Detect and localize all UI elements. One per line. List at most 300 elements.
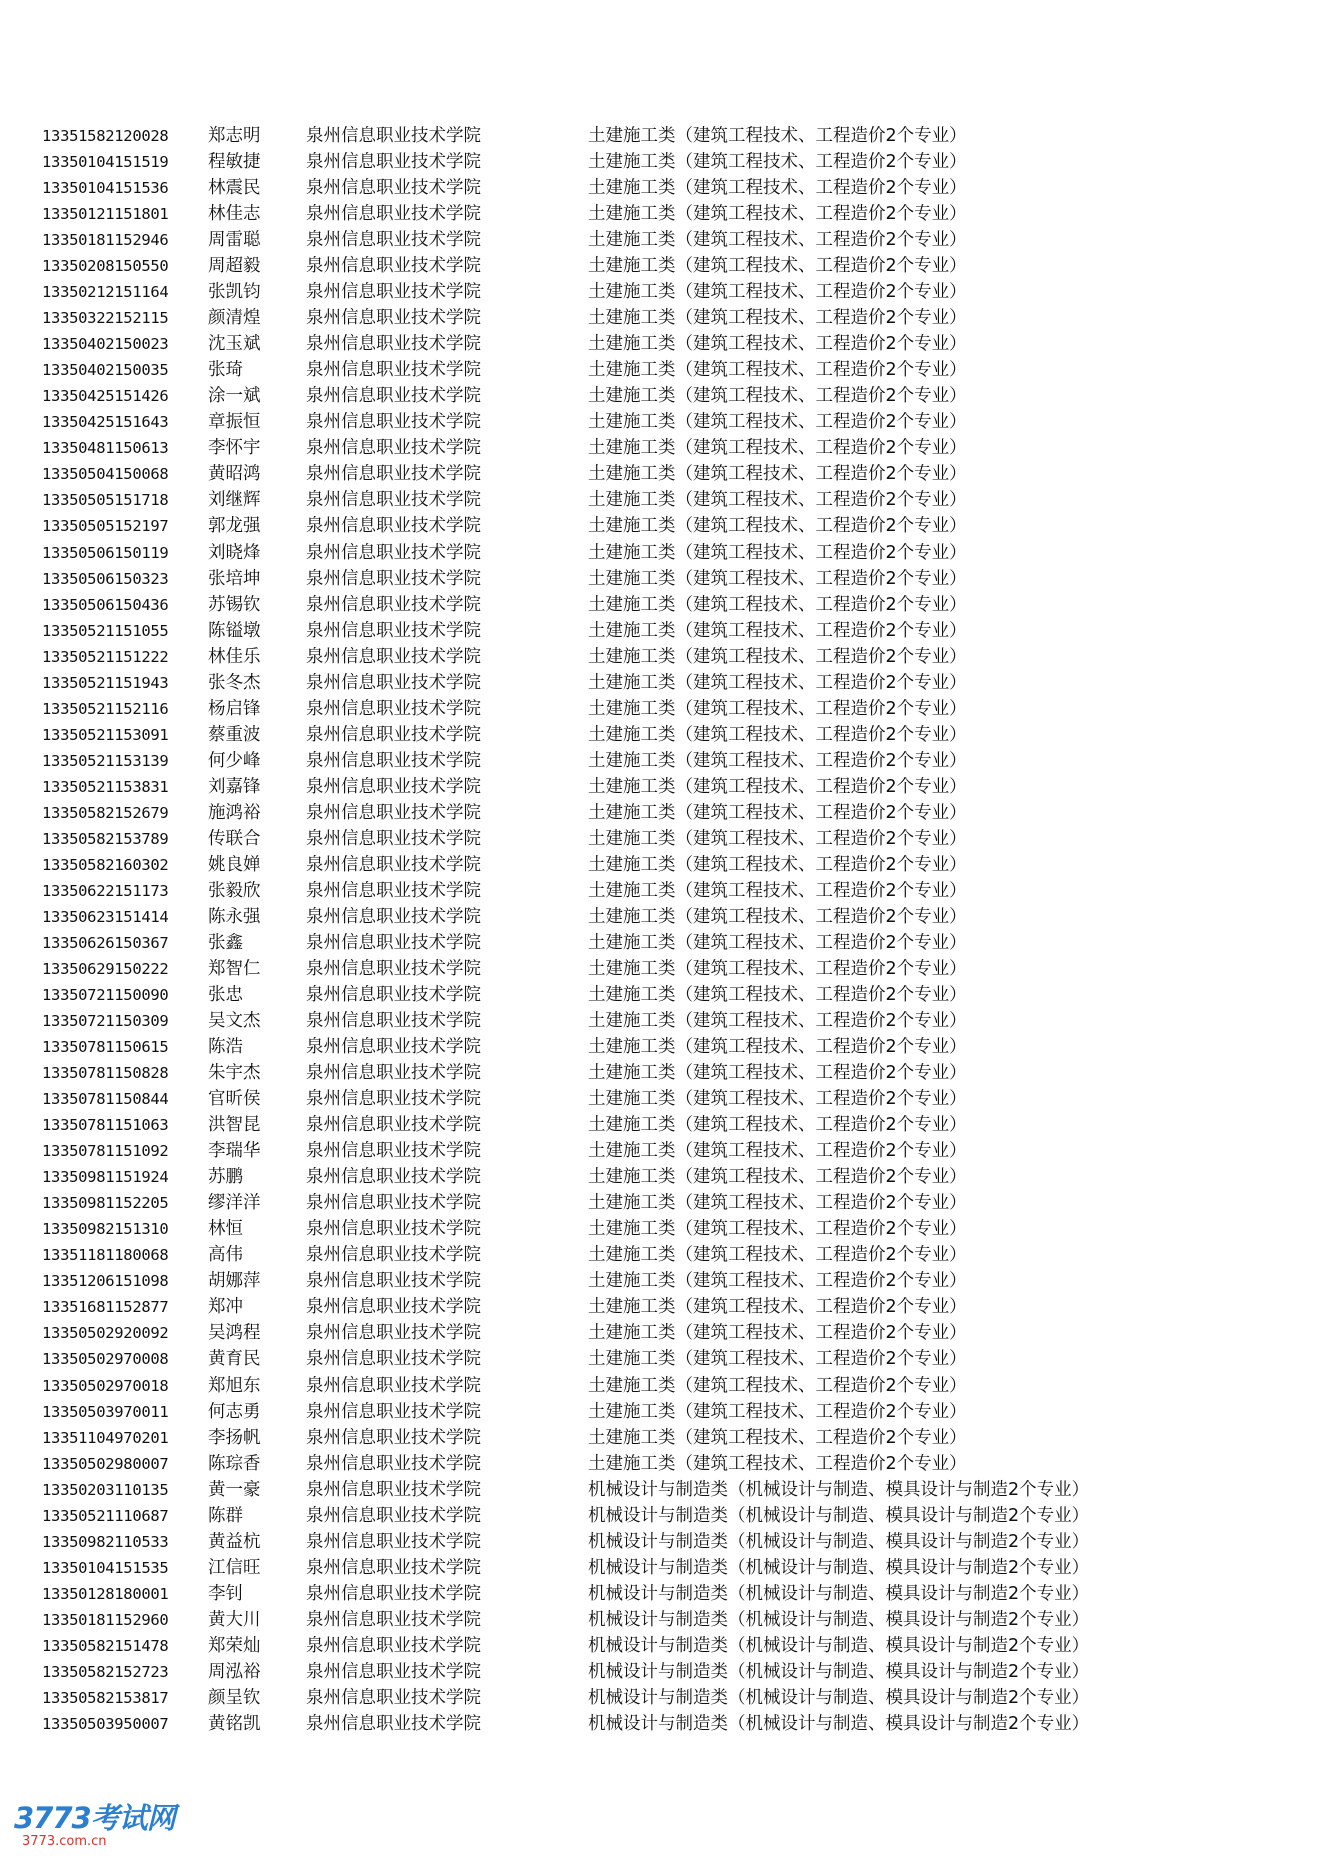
major-name: 土建施工类（建筑工程技术、工程造价2个专业） bbox=[588, 568, 967, 589]
candidate-id: 13350505152197 bbox=[42, 517, 169, 536]
major-name: 土建施工类（建筑工程技术、工程造价2个专业） bbox=[588, 1427, 967, 1448]
school-name: 泉州信息职业技术学院 bbox=[306, 256, 481, 277]
table-row bbox=[42, 1320, 1282, 1346]
table-row bbox=[42, 930, 1282, 956]
site-logo-url: 3773.com.cn bbox=[22, 1834, 107, 1849]
student-name: 郑志明 bbox=[208, 126, 261, 146]
student-name: 陈永强 bbox=[208, 906, 261, 927]
table-row bbox=[42, 1555, 1282, 1581]
table-row bbox=[42, 1581, 1282, 1607]
student-name: 章振恒 bbox=[208, 412, 261, 433]
table-row bbox=[42, 1529, 1282, 1555]
candidate-id: 13350981151924 bbox=[42, 1168, 169, 1187]
school-name: 泉州信息职业技术学院 bbox=[306, 490, 481, 511]
major-name: 土建施工类（建筑工程技术、工程造价2个专业） bbox=[588, 464, 967, 485]
candidate-id: 13351582120028 bbox=[42, 127, 169, 145]
major-name: 土建施工类（建筑工程技术、工程造价2个专业） bbox=[588, 672, 967, 693]
candidate-id: 13350521152116 bbox=[42, 699, 169, 718]
major-name: 土建施工类（建筑工程技术、工程造价2个专业） bbox=[588, 1037, 967, 1058]
school-name: 泉州信息职业技术学院 bbox=[306, 1583, 481, 1604]
student-name: 黄一豪 bbox=[208, 1479, 261, 1500]
table-row bbox=[42, 1346, 1282, 1372]
major-name: 机械设计与制造类（机械设计与制造、模具设计与制造2个专业） bbox=[588, 1661, 1090, 1682]
major-name: 机械设计与制造类（机械设计与制造、模具设计与制造2个专业） bbox=[588, 1609, 1090, 1630]
school-name: 泉州信息职业技术学院 bbox=[306, 1713, 481, 1734]
student-name: 陈琮香 bbox=[208, 1453, 261, 1474]
school-name: 泉州信息职业技术学院 bbox=[306, 1115, 481, 1136]
major-name: 土建施工类（建筑工程技术、工程造价2个专业） bbox=[588, 698, 967, 719]
candidate-id: 13350781150828 bbox=[42, 1064, 169, 1083]
school-name: 泉州信息职业技术学院 bbox=[306, 776, 481, 797]
school-name: 泉州信息职业技术学院 bbox=[306, 1193, 481, 1214]
candidate-id: 13350502970018 bbox=[42, 1376, 169, 1395]
school-name: 泉州信息职业技术学院 bbox=[306, 854, 481, 875]
candidate-id: 13350402150035 bbox=[42, 361, 169, 380]
table-row bbox=[42, 201, 1282, 227]
school-name: 泉州信息职业技术学院 bbox=[306, 152, 481, 173]
school-name: 泉州信息职业技术学院 bbox=[306, 204, 481, 225]
table-row bbox=[42, 800, 1282, 826]
major-name: 土建施工类（建筑工程技术、工程造价2个专业） bbox=[588, 1297, 967, 1318]
candidate-id: 13350425151643 bbox=[42, 413, 169, 432]
major-name: 土建施工类（建筑工程技术、工程造价2个专业） bbox=[588, 959, 967, 979]
table-row bbox=[42, 149, 1282, 175]
table-row bbox=[42, 513, 1282, 539]
major-name: 土建施工类（建筑工程技术、工程造价2个专业） bbox=[588, 1115, 967, 1136]
student-name: 黄昭鸿 bbox=[208, 464, 261, 485]
major-name: 土建施工类（建筑工程技术、工程造价2个专业） bbox=[588, 360, 967, 381]
major-name: 土建施工类（建筑工程技术、工程造价2个专业） bbox=[588, 1401, 967, 1422]
student-name: 林震民 bbox=[208, 178, 261, 199]
student-name: 黄大川 bbox=[208, 1609, 261, 1630]
table-row bbox=[42, 1503, 1282, 1529]
school-name: 泉州信息职业技术学院 bbox=[306, 412, 481, 433]
table-row bbox=[42, 357, 1282, 383]
candidate-id: 13350128180001 bbox=[42, 1584, 169, 1603]
site-logo-text: 3773考试网 bbox=[14, 1801, 175, 1835]
major-name: 土建施工类（建筑工程技术、工程造价2个专业） bbox=[588, 854, 967, 875]
candidate-id: 13350521153091 bbox=[42, 725, 169, 744]
table-row bbox=[42, 566, 1282, 592]
school-name: 泉州信息职业技术学院 bbox=[306, 438, 481, 459]
table-row bbox=[42, 644, 1282, 670]
student-name: 刘继辉 bbox=[208, 490, 261, 511]
student-name: 张培坤 bbox=[208, 568, 261, 589]
school-name: 泉州信息职业技术学院 bbox=[306, 1141, 481, 1162]
major-name: 机械设计与制造类（机械设计与制造、模具设计与制造2个专业） bbox=[588, 1687, 1090, 1708]
candidate-id: 13350212151164 bbox=[42, 283, 169, 302]
major-name: 土建施工类（建筑工程技术、工程造价2个专业） bbox=[588, 594, 967, 615]
major-name: 机械设计与制造类（机械设计与制造、模具设计与制造2个专业） bbox=[588, 1557, 1090, 1578]
student-name: 郑冲 bbox=[208, 1297, 243, 1318]
major-name: 土建施工类（建筑工程技术、工程造价2个专业） bbox=[588, 1193, 967, 1214]
school-name: 泉州信息职业技术学院 bbox=[306, 1661, 481, 1682]
student-name: 黄益杭 bbox=[208, 1531, 261, 1552]
major-name: 土建施工类（建筑工程技术、工程造价2个专业） bbox=[588, 1167, 967, 1188]
table-row bbox=[42, 670, 1282, 696]
table-row bbox=[42, 227, 1282, 253]
student-name: 官昕侯 bbox=[208, 1089, 261, 1110]
major-name: 机械设计与制造类（机械设计与制造、模具设计与制造2个专业） bbox=[588, 1531, 1090, 1552]
candidate-id: 13350781150615 bbox=[42, 1038, 169, 1057]
major-name: 土建施工类（建筑工程技术、工程造价2个专业） bbox=[588, 126, 967, 146]
table-row bbox=[42, 175, 1282, 201]
table-row bbox=[42, 1190, 1282, 1216]
table-row bbox=[42, 1477, 1282, 1503]
table-row bbox=[42, 1373, 1282, 1399]
student-name: 涂一斌 bbox=[208, 386, 261, 407]
school-name: 泉州信息职业技术学院 bbox=[306, 1219, 481, 1240]
major-name: 土建施工类（建筑工程技术、工程造价2个专业） bbox=[588, 282, 967, 303]
major-name: 土建施工类（建筑工程技术、工程造价2个专业） bbox=[588, 438, 967, 459]
table-row bbox=[42, 305, 1282, 331]
school-name: 泉州信息职业技术学院 bbox=[306, 1505, 481, 1526]
candidate-id: 13350721150090 bbox=[42, 986, 169, 1005]
student-name: 郑智仁 bbox=[208, 959, 261, 979]
table-row bbox=[42, 592, 1282, 618]
school-name: 泉州信息职业技术学院 bbox=[306, 750, 481, 771]
candidate-id: 13350521110687 bbox=[42, 1506, 169, 1525]
major-name: 土建施工类（建筑工程技术、工程造价2个专业） bbox=[588, 152, 967, 173]
major-name: 土建施工类（建筑工程技术、工程造价2个专业） bbox=[588, 334, 967, 355]
student-name: 李钊 bbox=[208, 1583, 243, 1604]
student-name: 郑旭东 bbox=[208, 1375, 261, 1396]
school-name: 泉州信息职业技术学院 bbox=[306, 230, 481, 251]
candidate-id: 13350503950007 bbox=[42, 1714, 169, 1733]
table-row bbox=[42, 1399, 1282, 1425]
candidate-id: 13350521153831 bbox=[42, 777, 169, 796]
student-name: 黄铭凯 bbox=[208, 1713, 261, 1734]
candidate-id: 13350481150613 bbox=[42, 439, 169, 458]
student-name: 颜呈钦 bbox=[208, 1687, 261, 1708]
school-name: 泉州信息职业技术学院 bbox=[306, 1687, 481, 1708]
major-name: 土建施工类（建筑工程技术、工程造价2个专业） bbox=[588, 1453, 967, 1474]
candidate-id: 13351206151098 bbox=[42, 1272, 169, 1291]
student-name: 苏鹏 bbox=[208, 1167, 243, 1188]
table-row bbox=[42, 1633, 1282, 1659]
student-name: 黄育民 bbox=[208, 1349, 261, 1370]
major-name: 机械设计与制造类（机械设计与制造、模具设计与制造2个专业） bbox=[588, 1635, 1090, 1656]
candidate-id: 13350582152679 bbox=[42, 803, 169, 822]
candidate-id: 13350623151414 bbox=[42, 907, 169, 926]
major-name: 土建施工类（建筑工程技术、工程造价2个专业） bbox=[588, 230, 967, 251]
school-name: 泉州信息职业技术学院 bbox=[306, 1609, 481, 1630]
table-row bbox=[42, 331, 1282, 357]
candidate-id: 13350502980007 bbox=[42, 1454, 169, 1473]
school-name: 泉州信息职业技术学院 bbox=[306, 672, 481, 693]
school-name: 泉州信息职业技术学院 bbox=[306, 1531, 481, 1552]
student-name: 郑荣灿 bbox=[208, 1635, 261, 1656]
school-name: 泉州信息职业技术学院 bbox=[306, 906, 481, 927]
table-row bbox=[42, 487, 1282, 513]
candidate-id: 13350506150119 bbox=[42, 543, 169, 562]
candidate-id: 13350582160302 bbox=[42, 855, 169, 874]
candidate-id: 13350521151055 bbox=[42, 621, 169, 640]
candidate-id: 13350981152205 bbox=[42, 1194, 169, 1213]
school-name: 泉州信息职业技术学院 bbox=[306, 828, 481, 849]
student-name: 吴鸿程 bbox=[208, 1323, 261, 1344]
student-name: 姚良婵 bbox=[208, 854, 261, 875]
student-name: 林佳乐 bbox=[208, 646, 261, 667]
table-row bbox=[42, 1138, 1282, 1164]
table-row bbox=[42, 461, 1282, 487]
table-row bbox=[42, 722, 1282, 748]
school-name: 泉州信息职业技术学院 bbox=[306, 1349, 481, 1370]
school-name: 泉州信息职业技术学院 bbox=[306, 880, 481, 901]
school-name: 泉州信息职业技术学院 bbox=[306, 1453, 481, 1474]
table-row bbox=[42, 1060, 1282, 1086]
candidate-id: 13351104970201 bbox=[42, 1428, 169, 1447]
student-name: 高伟 bbox=[208, 1245, 243, 1266]
major-name: 土建施工类（建筑工程技术、工程造价2个专业） bbox=[588, 1141, 967, 1162]
table-row bbox=[42, 1112, 1282, 1138]
candidate-id: 13351181180068 bbox=[42, 1246, 169, 1265]
major-name: 土建施工类（建筑工程技术、工程造价2个专业） bbox=[588, 1349, 967, 1370]
candidate-id: 13350104151535 bbox=[42, 1558, 169, 1577]
school-name: 泉州信息职业技术学院 bbox=[306, 802, 481, 823]
student-name: 蔡重波 bbox=[208, 724, 261, 745]
major-name: 土建施工类（建筑工程技术、工程造价2个专业） bbox=[588, 542, 967, 563]
major-name: 土建施工类（建筑工程技术、工程造价2个专业） bbox=[588, 906, 967, 927]
student-name: 刘嘉锋 bbox=[208, 776, 261, 797]
school-name: 泉州信息职业技术学院 bbox=[306, 568, 481, 589]
school-name: 泉州信息职业技术学院 bbox=[306, 464, 481, 485]
school-name: 泉州信息职业技术学院 bbox=[306, 126, 481, 146]
major-name: 土建施工类（建筑工程技术、工程造价2个专业） bbox=[588, 880, 967, 901]
student-name: 何少峰 bbox=[208, 750, 261, 771]
candidate-id: 13350622151173 bbox=[42, 881, 169, 900]
major-name: 土建施工类（建筑工程技术、工程造价2个专业） bbox=[588, 802, 967, 823]
student-name: 杨启锋 bbox=[208, 698, 261, 719]
major-name: 机械设计与制造类（机械设计与制造、模具设计与制造2个专业） bbox=[588, 1505, 1090, 1526]
candidate-id: 13350721150309 bbox=[42, 1012, 169, 1031]
student-name: 陈浩 bbox=[208, 1037, 243, 1058]
student-name: 张毅欣 bbox=[208, 880, 261, 901]
major-name: 土建施工类（建筑工程技术、工程造价2个专业） bbox=[588, 828, 967, 849]
table-row bbox=[42, 1216, 1282, 1242]
candidate-id: 13350203110135 bbox=[42, 1480, 169, 1499]
candidate-id: 13350781151063 bbox=[42, 1116, 169, 1135]
table-row bbox=[42, 826, 1282, 852]
major-name: 土建施工类（建筑工程技术、工程造价2个专业） bbox=[588, 1063, 967, 1084]
table-row bbox=[42, 878, 1282, 904]
student-name: 刘晓烽 bbox=[208, 542, 261, 563]
school-name: 泉州信息职业技术学院 bbox=[306, 360, 481, 381]
major-name: 土建施工类（建筑工程技术、工程造价2个专业） bbox=[588, 1271, 967, 1292]
table-row bbox=[42, 435, 1282, 461]
candidate-id: 13350982110533 bbox=[42, 1532, 169, 1551]
student-name: 传联合 bbox=[208, 828, 261, 849]
table-row bbox=[42, 540, 1282, 566]
school-name: 泉州信息职业技术学院 bbox=[306, 1401, 481, 1422]
school-name: 泉州信息职业技术学院 bbox=[306, 334, 481, 355]
candidate-id: 13350104151519 bbox=[42, 153, 169, 172]
student-name: 张冬杰 bbox=[208, 672, 261, 693]
table-row bbox=[42, 982, 1282, 1008]
student-name: 林恒 bbox=[208, 1219, 243, 1240]
table-row bbox=[42, 1294, 1282, 1320]
school-name: 泉州信息职业技术学院 bbox=[306, 282, 481, 303]
major-name: 土建施工类（建筑工程技术、工程造价2个专业） bbox=[588, 1219, 967, 1240]
candidate-id: 13350521151943 bbox=[42, 673, 169, 692]
major-name: 土建施工类（建筑工程技术、工程造价2个专业） bbox=[588, 256, 967, 277]
major-name: 土建施工类（建筑工程技术、工程造价2个专业） bbox=[588, 1375, 967, 1396]
student-name: 程敏捷 bbox=[208, 152, 261, 173]
candidate-id: 13350121151801 bbox=[42, 205, 169, 224]
school-name: 泉州信息职业技术学院 bbox=[306, 1635, 481, 1656]
school-name: 泉州信息职业技术学院 bbox=[306, 1375, 481, 1396]
student-name: 胡娜萍 bbox=[208, 1271, 261, 1292]
student-name: 江信旺 bbox=[208, 1557, 261, 1578]
student-name: 洪智昆 bbox=[208, 1115, 261, 1136]
student-name: 李怀宇 bbox=[208, 438, 261, 459]
table-row bbox=[42, 904, 1282, 930]
major-name: 土建施工类（建筑工程技术、工程造价2个专业） bbox=[588, 1245, 967, 1266]
student-name: 沈玉斌 bbox=[208, 334, 261, 355]
school-name: 泉州信息职业技术学院 bbox=[306, 1245, 481, 1266]
school-name: 泉州信息职业技术学院 bbox=[306, 1167, 481, 1188]
admission-list-table bbox=[42, 123, 1282, 1737]
student-name: 张忠 bbox=[208, 985, 243, 1006]
table-row bbox=[42, 1659, 1282, 1685]
student-name: 李瑞华 bbox=[208, 1141, 261, 1162]
student-name: 陈镒墩 bbox=[208, 620, 261, 641]
table-row bbox=[42, 618, 1282, 644]
school-name: 泉州信息职业技术学院 bbox=[306, 386, 481, 407]
table-row bbox=[42, 409, 1282, 435]
school-name: 泉州信息职业技术学院 bbox=[306, 1557, 481, 1578]
candidate-id: 13350781151092 bbox=[42, 1142, 169, 1161]
major-name: 机械设计与制造类（机械设计与制造、模具设计与制造2个专业） bbox=[588, 1583, 1090, 1604]
table-row bbox=[42, 279, 1282, 305]
table-row bbox=[42, 1086, 1282, 1112]
candidate-id: 13350582153789 bbox=[42, 829, 169, 848]
major-name: 土建施工类（建筑工程技术、工程造价2个专业） bbox=[588, 985, 967, 1006]
major-name: 土建施工类（建筑工程技术、工程造价2个专业） bbox=[588, 776, 967, 797]
major-name: 土建施工类（建筑工程技术、工程造价2个专业） bbox=[588, 386, 967, 407]
school-name: 泉州信息职业技术学院 bbox=[306, 1323, 481, 1344]
school-name: 泉州信息职业技术学院 bbox=[306, 1089, 481, 1110]
student-name: 郭龙强 bbox=[208, 516, 261, 537]
table-row bbox=[42, 123, 1282, 149]
candidate-id: 13350506150436 bbox=[42, 595, 169, 614]
student-name: 林佳志 bbox=[208, 204, 261, 225]
candidate-id: 13350582151478 bbox=[42, 1636, 169, 1655]
candidate-id: 13350505151718 bbox=[42, 491, 169, 510]
student-name: 张琦 bbox=[208, 360, 243, 381]
major-name: 土建施工类（建筑工程技术、工程造价2个专业） bbox=[588, 516, 967, 537]
major-name: 机械设计与制造类（机械设计与制造、模具设计与制造2个专业） bbox=[588, 1713, 1090, 1734]
table-row bbox=[42, 1685, 1282, 1711]
candidate-id: 13351681152877 bbox=[42, 1298, 169, 1317]
table-row bbox=[42, 1008, 1282, 1034]
candidate-id: 13350181152960 bbox=[42, 1610, 169, 1629]
student-name: 施鸿裕 bbox=[208, 802, 261, 823]
candidate-id: 13350521153139 bbox=[42, 751, 169, 770]
table-row bbox=[42, 1034, 1282, 1060]
school-name: 泉州信息职业技术学院 bbox=[306, 1037, 481, 1058]
table-row bbox=[42, 1164, 1282, 1190]
major-name: 土建施工类（建筑工程技术、工程造价2个专业） bbox=[588, 490, 967, 511]
major-name: 土建施工类（建筑工程技术、工程造价2个专业） bbox=[588, 646, 967, 667]
major-name: 土建施工类（建筑工程技术、工程造价2个专业） bbox=[588, 178, 967, 199]
school-name: 泉州信息职业技术学院 bbox=[306, 542, 481, 563]
candidate-id: 13350582152723 bbox=[42, 1662, 169, 1681]
major-name: 土建施工类（建筑工程技术、工程造价2个专业） bbox=[588, 932, 967, 953]
student-name: 周泓裕 bbox=[208, 1661, 261, 1682]
candidate-id: 13350503970011 bbox=[42, 1402, 169, 1421]
table-row bbox=[42, 1451, 1282, 1477]
candidate-id: 13350104151536 bbox=[42, 179, 169, 198]
table-row bbox=[42, 748, 1282, 774]
table-row bbox=[42, 253, 1282, 279]
table-row bbox=[42, 1268, 1282, 1294]
school-name: 泉州信息职业技术学院 bbox=[306, 594, 481, 615]
student-name: 颜清煌 bbox=[208, 308, 261, 329]
school-name: 泉州信息职业技术学院 bbox=[306, 516, 481, 537]
school-name: 泉州信息职业技术学院 bbox=[306, 308, 481, 329]
candidate-id: 13350208150550 bbox=[42, 257, 169, 276]
table-row bbox=[42, 1242, 1282, 1268]
school-name: 泉州信息职业技术学院 bbox=[306, 698, 481, 719]
candidate-id: 13350322152115 bbox=[42, 309, 169, 328]
student-name: 缪洋洋 bbox=[208, 1193, 261, 1214]
candidate-id: 13350626150367 bbox=[42, 933, 169, 952]
candidate-id: 13350982151310 bbox=[42, 1220, 169, 1239]
school-name: 泉州信息职业技术学院 bbox=[306, 620, 481, 641]
major-name: 土建施工类（建筑工程技术、工程造价2个专业） bbox=[588, 724, 967, 745]
table-row bbox=[42, 774, 1282, 800]
student-name: 朱宇杰 bbox=[208, 1063, 261, 1084]
student-name: 苏锡钦 bbox=[208, 594, 261, 615]
major-name: 土建施工类（建筑工程技术、工程造价2个专业） bbox=[588, 412, 967, 433]
student-name: 周雷聪 bbox=[208, 230, 261, 251]
major-name: 土建施工类（建筑工程技术、工程造价2个专业） bbox=[588, 1089, 967, 1110]
candidate-id: 13350502970008 bbox=[42, 1350, 169, 1369]
student-name: 张鑫 bbox=[208, 932, 243, 953]
candidate-id: 13350425151426 bbox=[42, 387, 169, 406]
student-name: 周超毅 bbox=[208, 256, 261, 277]
table-row bbox=[42, 1711, 1282, 1737]
school-name: 泉州信息职业技术学院 bbox=[306, 932, 481, 953]
major-name: 土建施工类（建筑工程技术、工程造价2个专业） bbox=[588, 308, 967, 329]
student-name: 吴文杰 bbox=[208, 1011, 261, 1032]
major-name: 土建施工类（建筑工程技术、工程造价2个专业） bbox=[588, 750, 967, 771]
school-name: 泉州信息职业技术学院 bbox=[306, 959, 481, 979]
table-row bbox=[42, 696, 1282, 722]
candidate-id: 13350402150023 bbox=[42, 335, 169, 354]
table-row bbox=[42, 1425, 1282, 1451]
student-name: 李扬帆 bbox=[208, 1427, 261, 1448]
candidate-id: 13350181152946 bbox=[42, 231, 169, 250]
table-row bbox=[42, 1607, 1282, 1633]
school-name: 泉州信息职业技术学院 bbox=[306, 1011, 481, 1032]
candidate-id: 13350521151222 bbox=[42, 647, 169, 666]
table-row bbox=[42, 852, 1282, 878]
school-name: 泉州信息职业技术学院 bbox=[306, 985, 481, 1006]
candidate-id: 13350504150068 bbox=[42, 465, 169, 484]
student-name: 何志勇 bbox=[208, 1401, 261, 1422]
school-name: 泉州信息职业技术学院 bbox=[306, 646, 481, 667]
major-name: 土建施工类（建筑工程技术、工程造价2个专业） bbox=[588, 1011, 967, 1032]
candidate-id: 13350502920092 bbox=[42, 1324, 169, 1343]
candidate-id: 13350781150844 bbox=[42, 1090, 169, 1109]
candidate-id: 13350629150222 bbox=[42, 960, 169, 978]
student-name: 陈群 bbox=[208, 1505, 243, 1526]
major-name: 机械设计与制造类（机械设计与制造、模具设计与制造2个专业） bbox=[588, 1479, 1090, 1500]
school-name: 泉州信息职业技术学院 bbox=[306, 1297, 481, 1318]
school-name: 泉州信息职业技术学院 bbox=[306, 1427, 481, 1448]
